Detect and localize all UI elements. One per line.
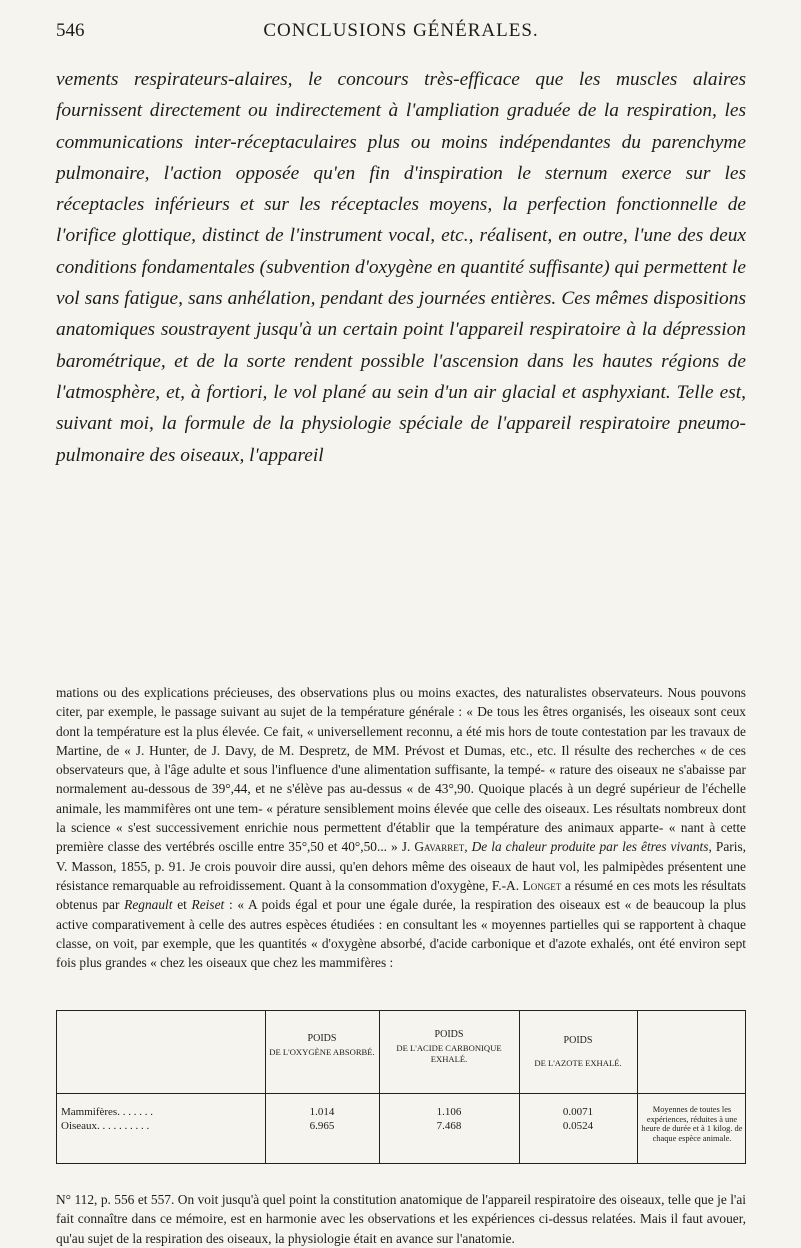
table-header-nitrogen	[519, 1035, 637, 1069]
note-author-longet: Longet	[522, 877, 562, 893]
table-remark: Moyennes de toutes les expériences, réduites à une heure de durée et à 1 kilog. de chaque espèce animale.	[641, 1105, 743, 1143]
footnote-paragraph: mations ou des explications précieuses, des observations plus ou moins exactes, des naturalistes observateurs. Nous pouvons citer, par exemple, le passage suivant au sujet de la température générale : « De tous les êtres organisés, les oiseaux sont ceux dont la température est la plus élevée. Ce fait, « universellement reconnu, a été mis hors de toute contestation par les travaux de Martine, de « J. Hunter, de J. Davy, de M. Despretz, de MM. Prévost et Dumas, etc., etc. Il résulte des recherches « de ces observateurs que, à l'âge adulte et sous l'influence d'une alimentation suffisante, la tempé- « rature des oiseaux ne s'abaisse par normalement au-dessous de 39°,44, et ne s'élève pas au-dessus « de 43°,90. Quoique placés à un degré supérieur de l'échelle animale, les mammifères ont une tem- « pérature sensiblement moins élevée que celle des oiseaux. Les résultats nombreux dont la science « s'est successivement enrichie nous permettent d'établir que la température des animaux apparte- « nant à cette première classe des vertébrés oscille entre 35°,50 et 40°,50... » J. Gavarret, De la chaleur produite par les êtres vivants, Paris, V. Masson, 1855, p. 91. Je crois pouvoir dire aussi, qu'en dehors même des oiseaux de haut vol, les palmipèdes présentent une résistance remarquable au refroidissement. Quant à la consommation d'oxygène, F.-A. Longet a résumé en ces mots les résultats obtenus par Regnault et Reiset : « A poids égal et pour une égale durée, la respiration des oiseaux est « de beaucoup la plus active comparativement à celle des autres espèces étudiées : en consultant les « moyennes partielles qui se rapportent à chaque classe, on voit, par exemple, que les quantités « d'oxygène absorbé, d'acide carbonique et d'azote exhalés, ont été environ sept fois plus grandes « chez les oiseaux que chez les mammifères :	[56, 685, 747, 971]
table-column-divider	[637, 1011, 638, 1163]
note-author-gavarret: Gavarret	[414, 839, 465, 855]
closing-note-paragraph: N° 112, p. 556 et 557. On voit jusqu'à quel point la constitution anatomique de l'appareil respiratoire des oiseaux, telle que je l'ai fait connaître dans ce mémoire, est en harmonie avec les observations et les expériences ci-dessus relatées. Mais il faut avouer, qu'au sujet de la respiration des oiseaux, la physiologie était en avance sur l'anatomie.	[56, 1192, 746, 1246]
table-cell: 1.106	[436, 1106, 462, 1118]
header-poids: POIDS	[563, 1035, 593, 1046]
table-header-carbonic-acid	[379, 1029, 519, 1065]
table-row-label: Mammifères. . . . . . .	[61, 1106, 153, 1118]
table-row-label: Oiseaux. . . . . . . . . .	[61, 1120, 150, 1132]
header-poids: POIDS	[307, 1033, 337, 1044]
table-cell: 7.468	[436, 1120, 462, 1132]
note-text-part2: , Paris, V. Masson, 1855, p. 91. Je crois pouvoir dire aussi, qu'en dehors même des oiseaux de haut vol, les palmipèdes présentent une résistance remarquable au refroidissement. Quant à la consommation d'oxygène, F.-A.	[56, 839, 746, 893]
table-cell: 0.0071	[562, 1106, 594, 1118]
header-poids: POIDS	[434, 1029, 464, 1040]
note-text-part4: : « A poids égal et pour une égale durée, la respiration des oiseaux est « de beaucoup la plus active comparativement à celle des autres espèces étudiées : en consultant les « moyennes partielles qui se rapportent à chaque classe, on voit, par exemple, que les quantités « d'oxygène absorbé, d'acide carbonique et d'azote exhalés, ont été environ sept fois plus grandes « chez les oiseaux que chez les mammifères :	[56, 897, 746, 971]
header-subtitle: DE L'AZOTE EXHALÉ.	[534, 1058, 622, 1068]
main-text-paragraph: vements respirateurs-alaires, le concours très-efficace que les muscles alaires fournissent directement ou indirectement à l'ampliation graduée de la respiration, les communications inter-réceptaculaires plus ou moins indépendantes du parenchyme pulmonaire, l'action opposée qu'en fin d'inspiration le sternum exerce sur les réceptacles inférieurs et sur les réceptacles moyens, la perfection fonctionnelle de l'orifice glottique, distinct de l'instrument vocal, etc., réalisent, en outre, l'une des deux conditions fondamentales (subvention d'oxygène en quantité suffisante) qui permettent le vol sans fatigue, sans anhélation, pendant des journées entières. Ces mêmes dispositions anatomiques soustrayent jusqu'à un certain point l'appareil respiratoire à la dépression barométrique, et de la sorte rendent possible l'ascension dans les hautes régions de l'atmosphère, et, à fortiori, le vol plané au sein d'un air glacial et asphyxiant. Telle est, suivant moi, la formule de la physiologie spéciale de l'appareil respiratoire pneumo-pulmonaire des oiseaux, l'appareil	[56, 69, 746, 466]
note-name-regnault: Regnault	[124, 897, 173, 913]
header-subtitle: DE L'OXYGÈNE ABSORBÉ.	[269, 1047, 375, 1057]
running-header	[56, 20, 746, 50]
running-title: CONCLUSIONS GÉNÉRALES.	[263, 20, 539, 41]
table-column-divider	[519, 1011, 520, 1163]
note-text-part3: a résumé en ces mots les résultats obtenus par	[56, 877, 747, 913]
table-cell: 0.0524	[562, 1120, 594, 1132]
respiration-data-table	[56, 1010, 746, 1164]
note-text-part1: mations ou des explications précieuses, des observations plus ou moins exactes, des naturalistes observateurs. Nous pouvons citer, par exemple, le passage suivant au sujet de la température générale : « De tous les êtres organisés, les oiseaux sont ceux dont la température est la plus élevée. Ce fait, « universellement reconnu, a été mis hors de toute contestation par les travaux de Martine, de « J. Hunter, de J. Davy, de M. Despretz, de MM. Prévost et Dumas, etc., etc. Il résulte des recherches « de ces observateurs que, à l'âge adulte et sous l'influence d'une alimentation suffisante, la tempé- « rature des oiseaux ne s'abaisse par normalement au-dessous de 39°,44, et ne s'élève pas au-dessus « de 43°,90. Quoique placés à un degré supérieur de l'échelle animale, les mammifères ont une tem- « pérature sensiblement moins élevée que celle des oiseaux. Les résultats nombreux dont la science « s'est successivement enrichie nous permettent d'établir que la température des animaux apparte- « nant à cette première classe des vertébrés oscille entre 35°,50 et 40°,50... » J.	[56, 685, 746, 855]
note-and: et	[172, 897, 192, 913]
table-header-oxygen	[265, 1033, 379, 1058]
note-book-title: De la chaleur produite par les êtres vivants	[471, 839, 709, 855]
table-cell: 1.014	[309, 1106, 335, 1118]
page-number: 546	[56, 20, 85, 41]
note-name-reiset: Reiset	[191, 897, 225, 913]
table-cell: 6.965	[309, 1120, 335, 1132]
header-subtitle: DE L'ACIDE CARBONIQUE EXHALÉ.	[396, 1043, 502, 1064]
